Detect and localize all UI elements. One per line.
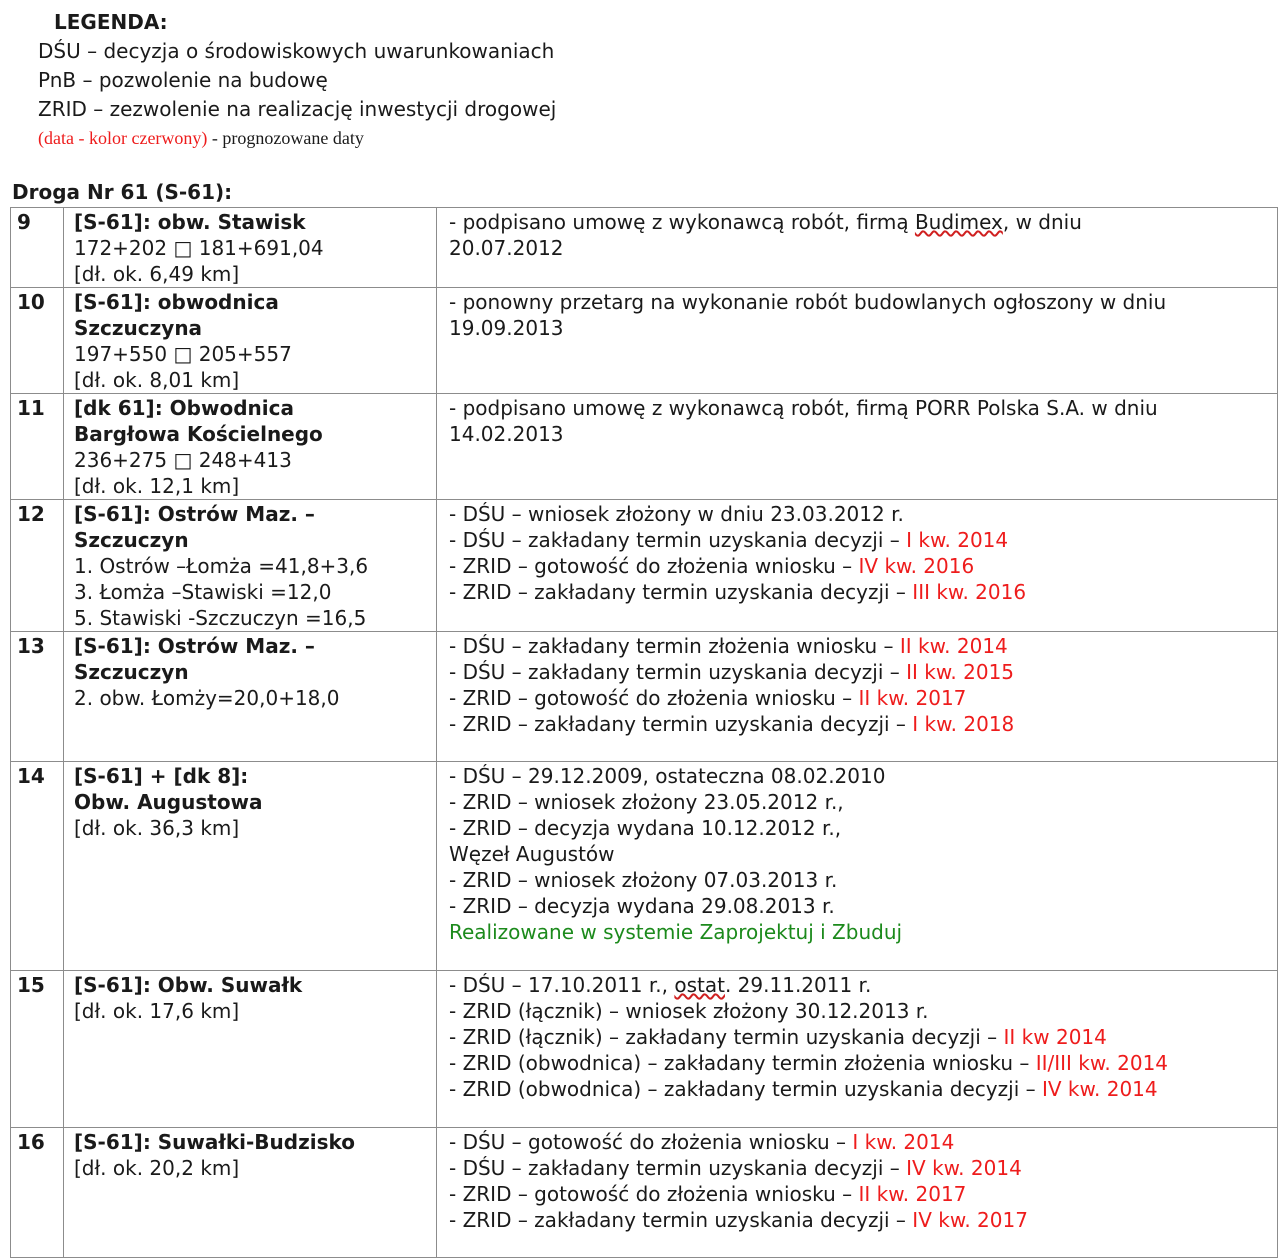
status-red-text: I kw. 2014 [906,528,1009,552]
table-row [11,971,1278,1128]
status-line [449,553,1273,579]
legend-note-red: (data - kolor czerwony) [38,128,208,148]
status-red-text: II kw 2014 [1003,1025,1107,1049]
table-row [11,500,1278,632]
status-text: . 29.11.2011 r. [724,973,872,997]
row-status [437,762,1278,971]
status-red-text: III kw. 2016 [912,580,1027,604]
status-text: - ZRID – zakładany termin uzyskania decyzji – [449,580,913,604]
row-number: 10 [11,288,64,394]
row-title-line: Szczuczyn [74,660,189,684]
legend-title: LEGENDA: [54,10,168,34]
status-line [449,315,1273,341]
status-red-text: II kw. 2015 [906,660,1015,684]
row-title-line: [S-61] + [dk 8]: [74,764,249,788]
status-text: - ZRID (łącznik) – wniosek złożony 30.12.2013 r. [449,999,929,1023]
row-description [64,632,437,762]
status-text: - DŚU – 29.12.2009, ostateczna 08.02.2010 [449,764,886,788]
status-text: - DŚU – zakładany termin uzyskania decyzji – [449,660,907,684]
status-text: 14.02.2013 [449,422,564,446]
row-number: 12 [11,500,64,632]
table-row [11,394,1278,500]
row-description [64,762,437,971]
status-text: 19.09.2013 [449,316,564,340]
row-status [437,632,1278,762]
table-row [11,632,1278,762]
status-red-text: I kw. 2014 [852,1130,955,1154]
row-description [64,1128,437,1258]
status-line [449,763,1273,789]
row-description [64,288,437,394]
investments-table-body [11,208,1278,1258]
status-red-text: II kw. 2017 [858,1182,967,1206]
row-detail-line: 197+550 □ 205+557 [74,342,292,366]
row-status [437,500,1278,632]
status-line [449,395,1273,421]
status-red-text: IV kw. 2014 [906,1156,1022,1180]
row-status [437,971,1278,1128]
row-detail-line: 1. Ostrów –Łomża =41,8+3,6 [74,554,369,578]
row-title-line: Szczuczyna [74,316,203,340]
row-title-line: [S-61]: Obw. Suwałk [74,973,303,997]
legend-item-pnb: PnB – pozwolenie na budowę [38,68,328,92]
status-green-text: Realizowane w systemie Zaprojektuj i Zbuduj [449,920,903,944]
status-text: - ZRID – wniosek złożony 07.03.2013 r. [449,868,838,892]
row-number: 15 [11,971,64,1128]
row-title-line: Obw. Augustowa [74,790,263,814]
status-line [449,659,1273,685]
status-text: - ZRID – wniosek złożony 23.05.2012 r., [449,790,844,814]
status-line [449,289,1273,315]
status-red-text: IV kw. 2016 [858,554,975,578]
row-number: 13 [11,632,64,762]
row-title-line: Bargłowa Kościelnego [74,422,323,446]
status-text: ostat [674,973,725,997]
row-detail-line: 172+202 □ 181+691,04 [74,236,324,260]
status-text: - DŚU – wniosek złożony w dniu 23.03.2012 r. [449,502,904,526]
status-red-text: II/III kw. 2014 [1035,1051,1169,1075]
status-line [449,815,1273,841]
row-title-line: [S-61]: Suwałki-Budzisko [74,1130,355,1154]
status-line [449,1024,1273,1050]
status-text: , w dniu [1002,210,1082,234]
row-detail-line: [dł. ok. 17,6 km] [74,999,240,1023]
status-text: - ZRID – decyzja wydana 29.08.2013 r. [449,894,835,918]
row-title-line: [S-61]: Ostrów Maz. – [74,502,315,526]
row-description [64,208,437,288]
status-text: - DŚU – gotowość do złożenia wniosku – [449,1130,853,1154]
status-text: - ZRID – gotowość do złożenia wniosku – [449,554,859,578]
status-line [449,789,1273,815]
row-number: 14 [11,762,64,971]
status-line [449,893,1273,919]
status-line [449,685,1273,711]
status-line [449,633,1273,659]
table-row [11,288,1278,394]
status-line [449,1076,1273,1102]
table-row [11,1128,1278,1258]
status-text: - DŚU – zakładany termin uzyskania decyzji – [449,1156,907,1180]
row-description [64,394,437,500]
row-title-line: [S-61]: obw. Stawisk [74,210,306,234]
road-title: Droga Nr 61 (S-61): [12,180,233,204]
status-text: - ZRID (łącznik) – zakładany termin uzyskania decyzji – [449,1025,1004,1049]
status-line [449,841,1273,867]
row-detail-line: [dł. ok. 20,2 km] [74,1156,240,1180]
status-line [449,867,1273,893]
row-detail-line: 2. obw. Łomży=20,0+18,0 [74,686,340,710]
status-line [449,919,1273,945]
status-text: - ZRID – gotowość do złożenia wniosku – [449,1182,859,1206]
row-detail-line: 236+275 □ 248+413 [74,448,292,472]
status-text: 20.07.2012 [449,236,564,260]
status-line [449,1181,1273,1207]
legend [38,8,556,153]
row-number: 16 [11,1128,64,1258]
status-text: - ponowny przetarg na wykonanie robót budowlanych ogłoszony w dniu [449,290,1167,314]
status-red-text: IV kw. 2014 [1041,1077,1158,1101]
row-detail-line: 5. Stawiski -Szczuczyn =16,5 [74,606,367,630]
row-description [64,500,437,632]
legend-note-rest: - prognozowane daty [207,128,364,148]
row-number: 9 [11,208,64,288]
table-row [11,208,1278,288]
row-detail-line: 3. Łomża –Stawiski =12,0 [74,580,332,604]
row-status [437,208,1278,288]
status-text: - DŚU – zakładany termin złożenia wniosku – [449,634,900,658]
status-line [449,1155,1273,1181]
status-red-text: IV kw. 2017 [912,1208,1028,1232]
status-text: - ZRID (obwodnica) – zakładany termin złożenia wniosku – [449,1051,1036,1075]
status-text: - ZRID – zakładany termin uzyskania decyzji – [449,712,913,736]
status-line [449,1050,1273,1076]
legend-note [38,124,556,153]
status-line [449,711,1273,737]
row-status [437,394,1278,500]
row-detail-line: [dł. ok. 8,01 km] [74,368,240,392]
row-detail-line: [dł. ok. 6,49 km] [74,262,240,286]
row-description [64,971,437,1128]
status-text: - ZRID – decyzja wydana 10.12.2012 r., [449,816,842,840]
status-line [449,1207,1273,1233]
row-title-line: Szczuczyn [74,528,189,552]
row-title-line: [dk 61]: Obwodnica [74,396,294,420]
status-line [449,501,1273,527]
status-text: - podpisano umowę z wykonawcą robót, firmą [449,210,915,234]
row-number: 11 [11,394,64,500]
row-detail-line: [dł. ok. 36,3 km] [74,816,240,840]
status-text: - DŚU – 17.10.2011 r., [449,973,675,997]
status-text: - ZRID – zakładany termin uzyskania decyzji – [449,1208,913,1232]
status-line [449,1129,1273,1155]
status-text: - ZRID (obwodnica) – zakładany termin uzyskania decyzji – [449,1077,1042,1101]
status-line [449,235,1273,261]
status-line [449,579,1273,605]
status-text: - ZRID – gotowość do złożenia wniosku – [449,686,859,710]
row-detail-line: [dł. ok. 12,1 km] [74,474,240,498]
table-row [11,762,1278,971]
status-text: Węzeł Augustów [449,842,615,866]
status-line [449,421,1273,447]
row-status [437,1128,1278,1258]
row-title-line: [S-61]: obwodnica [74,290,279,314]
investments-table [10,207,1278,1258]
legend-item-dsu: DŚU – decyzja o środowiskowych uwarunkowaniach [38,39,555,63]
status-red-text: I kw. 2018 [912,712,1015,736]
status-line [449,972,1273,998]
status-line [449,527,1273,553]
legend-item-zrid: ZRID – zezwolenie na realizację inwestycji drogowej [38,97,557,121]
status-text: - DŚU – zakładany termin uzyskania decyzji – [449,528,907,552]
status-line [449,998,1273,1024]
status-line [449,209,1273,235]
row-title-line: [S-61]: Ostrów Maz. – [74,634,315,658]
status-red-text: II kw. 2014 [899,634,1008,658]
row-status [437,288,1278,394]
status-text: Budimex [914,210,1003,234]
status-text: - podpisano umowę z wykonawcą robót, firmą PORR Polska S.A. w dniu [449,396,1158,420]
status-red-text: II kw. 2017 [858,686,967,710]
